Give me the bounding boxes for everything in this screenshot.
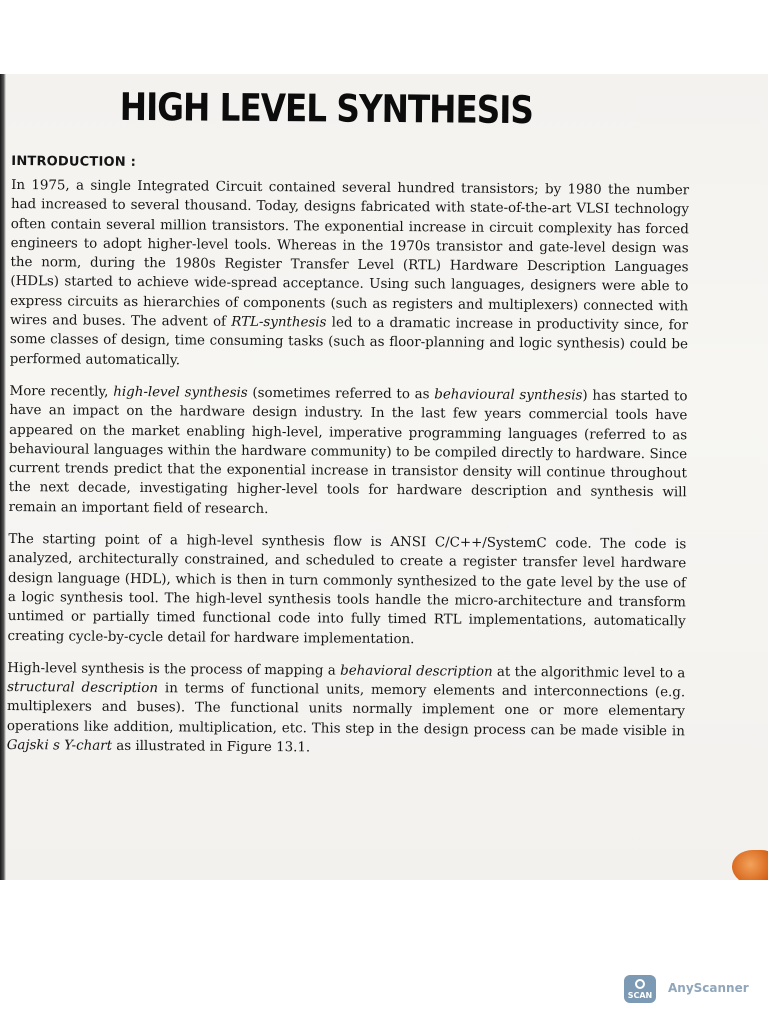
text-run: as illustrated in Figure 13.1. (111, 738, 311, 756)
section-heading-introduction: INTRODUCTION : (11, 153, 137, 170)
text-run: (sometimes referred to as (247, 385, 435, 403)
text-run: The starting point of a high-level synthesis flow is ANSI C/C++/SystemC code. The code is analyzed, architecturally constrained, and scheduled to create a register transfer level hardware design language (HDL), which is then in turn commonly synthesized to the gate level by the use of a logic synthesis tool. The high-level synthesis tools handle the micro-architecture and transform untimed or partially timed functional code into fully timed RTL implementations, automatically creating cycle-by-cycle detail for hardware implementation. (7, 532, 687, 647)
document-title: HIGH LEVEL SYNTHESIS (119, 84, 534, 133)
paragraph-1 (10, 176, 689, 374)
paragraph-2 (9, 382, 688, 522)
emphasized-term: structural description (7, 680, 159, 697)
emphasized-term: behavioural synthesis (434, 387, 583, 404)
text-run: In 1975, a single Integrated Circuit contained several hundred transistors; by 1980 the number had increased to several thousand. Today, designs fabricated with state-of-the-art VLSI technology often contain several million transistors. The exponential increase in circuit complexity has forced engineers to adopt higher-level tools. Whereas in the 1970s transistor and gate-level design was the norm, during the 1980s Register Transfer Level (RTL) Hardware Description Languages (HDLs) started to achieve wide-spread acceptance. Using such languages, designers were able to express circuits as hierarchies of components (such as registers and multiplexers) connected with wires and buses. The advent of (10, 177, 690, 330)
emphasized-term: Gajski s Y-chart (6, 737, 113, 754)
logo-icon-text: SCAN (627, 991, 653, 1000)
text-run: ) has started to have an impact on the hardware design industry. In the last few years commercial tools have appeared on the market enabling high-level, imperative programming languages (referred to as behavioural languages within the hardware community) to be compiled directly to hardware. Since current trends predict that the exponential increase in transistor density will continue throughout the next decade, investigating higher-level tools for hardware description and synthesis will remain an important field of research. (8, 388, 688, 517)
paragraph-4 (7, 659, 686, 761)
text-run: in terms of functional units, memory elements and interconnections (e.g. multiplexers and buses). The functional units normally implement one or more elementary operations like addition, multiplication, etc. This step in the design process can be made visible in (6, 681, 686, 740)
scanned-page (0, 74, 768, 880)
anyscanner-logo-icon (624, 975, 656, 1003)
scanner-watermark (624, 975, 764, 1005)
emphasized-term: RTL-synthesis (231, 314, 327, 331)
page-binding-edge (0, 74, 6, 880)
text-run: More recently, (9, 383, 114, 400)
thumb-edge-decoration (732, 850, 768, 880)
emphasized-term: high-level synthesis (113, 384, 248, 401)
camera-lens-icon (635, 979, 645, 989)
text-run: led to a dramatic increase in productivity since, for some classes of design, time consuming tasks (such as floor-planning and logic synthesis) could be performed automatically. (9, 315, 689, 369)
document-content (7, 74, 690, 761)
paragraph-3 (8, 530, 687, 651)
text-run: at the algorithmic level to a (492, 664, 686, 682)
text-run: High-level synthesis is the process of mapping a (7, 660, 341, 679)
emphasized-term: behavioral description (340, 663, 493, 680)
watermark-label: AnyScanner (668, 981, 749, 995)
